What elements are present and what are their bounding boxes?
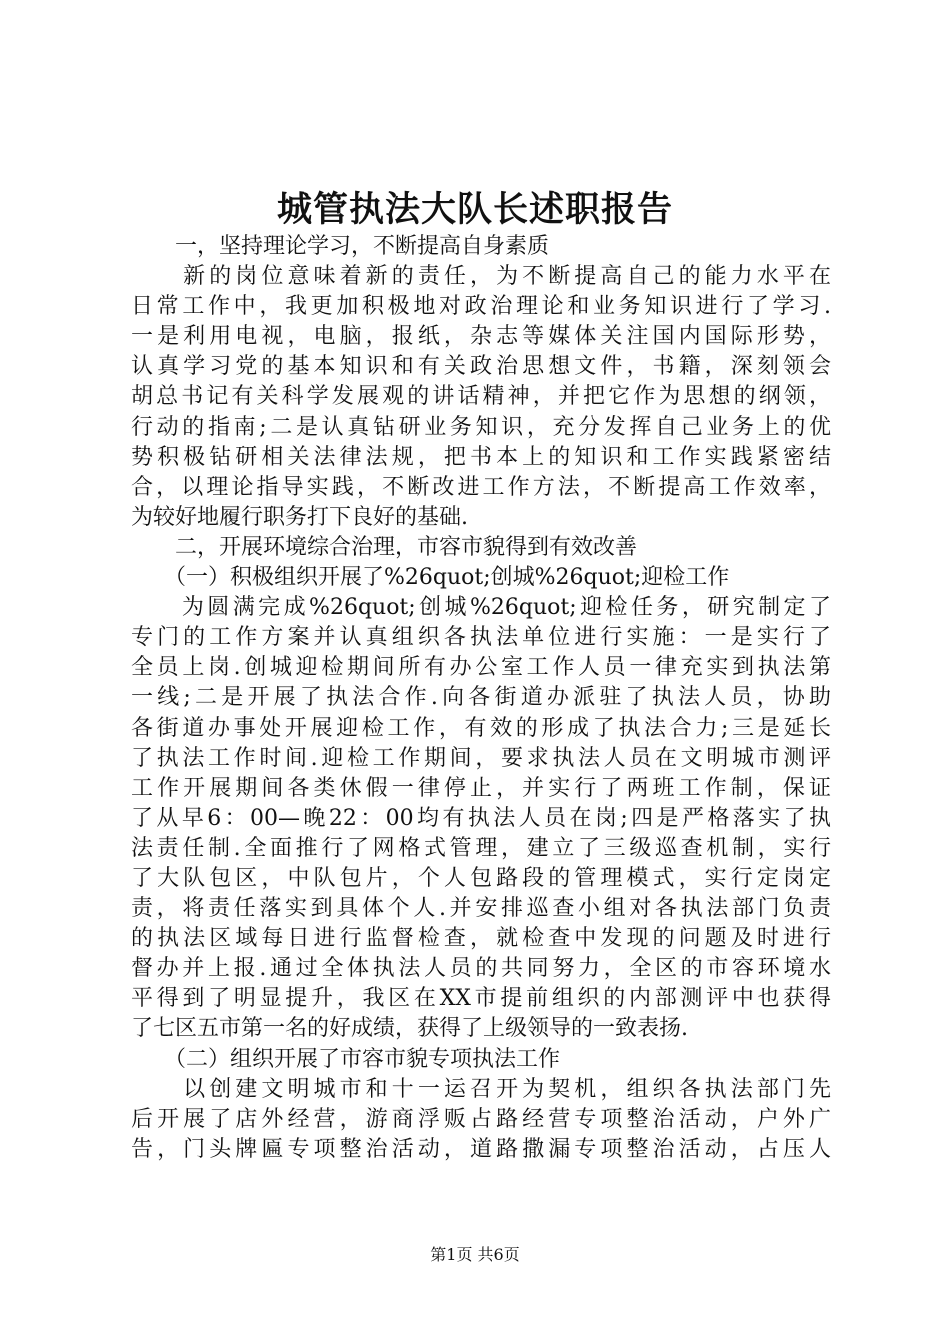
text-line: 为较好地履行职务打下良好的基础. bbox=[131, 504, 468, 530]
text-line: 日常工作中，我更加积极地对政治理论和业务知识进行了学习. bbox=[131, 294, 831, 320]
text-line: 胡总书记有关科学发展观的讲话精神，并把它作为思想的纲领， bbox=[131, 384, 831, 410]
text-line: 新的岗位意味着新的责任，为不断提高自己的能力水平在 bbox=[131, 264, 831, 290]
text-line: 了大队包区，中队包片，个人包路段的管理模式，实行定岗定 bbox=[131, 865, 831, 891]
text-line: 认真学习党的基本知识和有关政治思想文件，书籍，深刻领会 bbox=[131, 354, 831, 380]
text-line: 了执法工作时间.迎检工作期间，要求执法人员在文明城市测评 bbox=[131, 745, 831, 771]
document-title: 城管执法大队长述职报告 bbox=[276, 189, 673, 230]
text-line: 为圆满完成%26quot;创城%26quot;迎检任务，研究制定了 bbox=[131, 595, 831, 621]
text-line: 督办并上报.通过全体执法人员的共同努力，全区的市容环境水 bbox=[131, 956, 831, 982]
text-line: 工作开展期间各类休假一律停止，并实行了两班工作制，保证 bbox=[131, 775, 831, 801]
document-body bbox=[131, 232, 831, 1165]
text-line: 责，将责任落实到具体个人.并安排巡查小组对各执法部门负责 bbox=[131, 896, 831, 922]
text-line: 后开展了店外经营，游商浮贩占路经营专项整治活动，户外广 bbox=[131, 1106, 831, 1132]
text-line: 法责任制.全面推行了网格式管理，建立了三级巡查机制，实行 bbox=[131, 835, 831, 861]
text-line: 二，开展环境综合治理，市容市貌得到有效改善 bbox=[131, 534, 638, 560]
text-line: 一是利用电视，电脑，报纸，杂志等媒体关注国内国际形势， bbox=[131, 324, 831, 350]
text-line: 势积极钻研相关法律法规，把书本上的知识和工作实践紧密结 bbox=[131, 444, 831, 470]
text-line: 合，以理论指导实践，不断改进工作方法，不断提高工作效率， bbox=[131, 474, 831, 500]
text-line: 平得到了明显提升，我区在XX市提前组织的内部测评中也获得 bbox=[131, 986, 831, 1012]
text-line: 一线;二是开展了执法合作.向各街道办派驻了执法人员，协助 bbox=[131, 685, 831, 711]
text-line: 了从早6：00—晚22：00均有执法人员在岗;四是严格落实了执 bbox=[131, 805, 831, 831]
text-line: 全员上岗.创城迎检期间所有办公室工作人员一律充实到执法第 bbox=[131, 655, 831, 681]
text-line: 的执法区域每日进行监督检查，就检查中发现的问题及时进行 bbox=[131, 926, 831, 952]
text-line: 以创建文明城市和十一运召开为契机，组织各执法部门先 bbox=[131, 1076, 831, 1102]
text-line: （二）组织开展了市容市貌专项执法工作 bbox=[131, 1046, 561, 1072]
text-line: 专门的工作方案并认真组织各执法单位进行实施：一是实行了 bbox=[131, 625, 831, 651]
text-line: 行动的指南;二是认真钻研业务知识，充分发挥自己业务上的优 bbox=[131, 414, 831, 440]
text-line: （一）积极组织开展了%26quot;创城%26quot;迎检工作 bbox=[131, 565, 730, 591]
page-footer: 第1页 共6页 bbox=[430, 1245, 520, 1264]
text-line: 各街道办事处开展迎检工作，有效的形成了执法合力;三是延长 bbox=[131, 715, 831, 741]
text-line: 了七区五市第一名的好成绩，获得了上级领导的一致表扬. bbox=[131, 1016, 688, 1042]
text-line: 告，门头牌匾专项整治活动，道路撒漏专项整治活动，占压人 bbox=[131, 1136, 831, 1162]
text-line: 一，坚持理论学习，不断提高自身素质 bbox=[131, 234, 550, 259]
